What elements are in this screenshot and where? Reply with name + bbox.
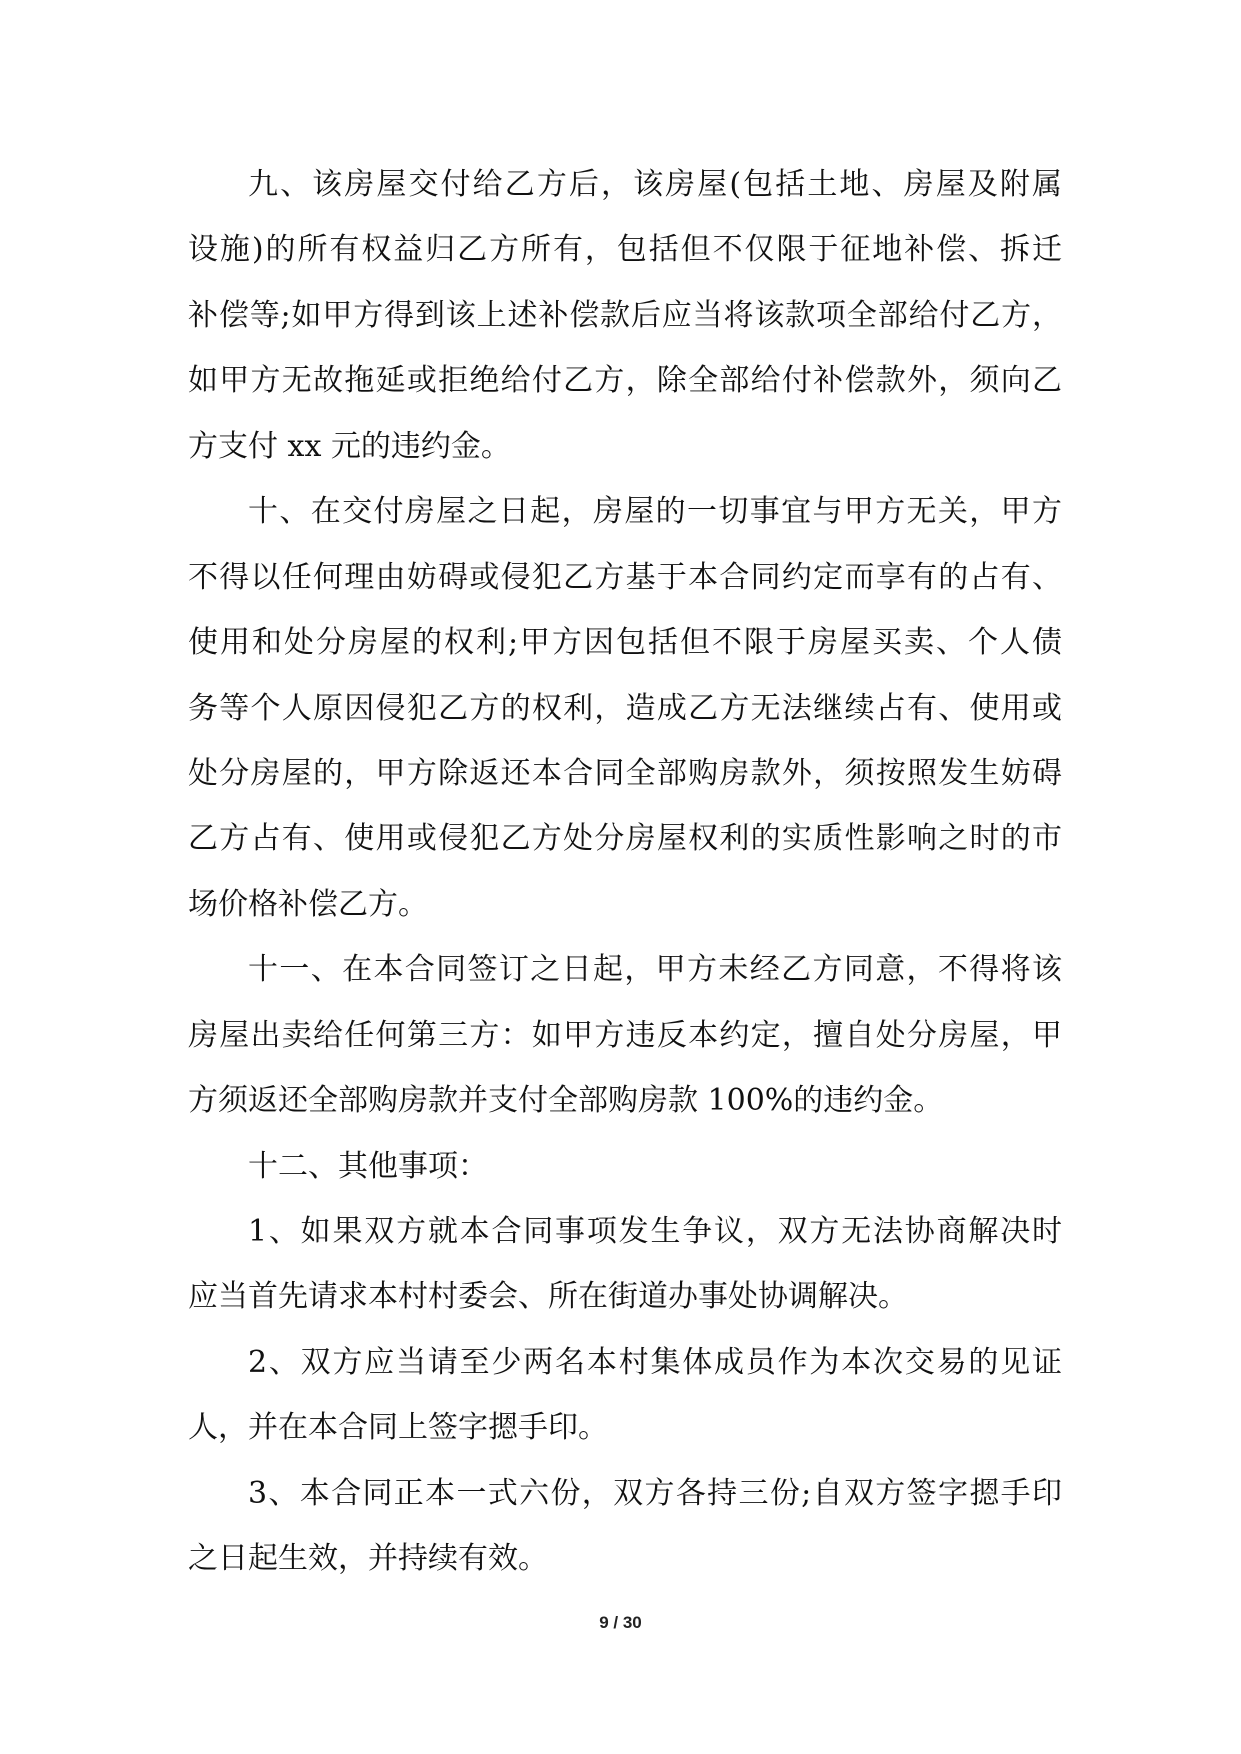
text-line: 乙方占有、使用或侵犯乙方处分房屋权利的实质性影响之时的市 [188,821,1062,857]
text-line: 九、该房屋交付给乙方后，该房屋(包括土地、房屋及附属 [248,167,1062,202]
paragraph-item-3 [188,1461,1062,1592]
text-line: 使用和处分房屋的权利;甲方因包括但不限于房屋买卖、个人债 [188,625,1062,661]
text-line: 之日起生效，并持续有效。 [188,1541,548,1577]
paragraph-clause-11 [188,937,1062,1133]
paragraph-item-1 [188,1199,1062,1330]
text-line: 处分房屋的，甲方除返还本合同全部购房款外，须按照发生妨碍 [188,755,1062,791]
text-line: 2、双方应当请至少两名本村集体成员作为本次交易的见证 [248,1344,1062,1380]
text-line: 十、在交付房屋之日起，房屋的一切事宜与甲方无关，甲方 [248,494,1062,530]
text-line: 不得以任何理由妨碍或侵犯乙方基于本合同约定而享有的占有、 [188,559,1062,595]
text-line: 方支付 xx 元的违约金。 [188,428,511,464]
text-line: 设施)的所有权益归乙方所有，包括但不仅限于征地补偿、拆迁 [188,232,1062,268]
text-line: 房屋出卖给任何第三方：如甲方违反本约定，擅自处分房屋，甲 [188,1017,1062,1053]
text-line: 补偿等;如甲方得到该上述补偿款后应当将该款项全部给付乙方， [188,297,1062,333]
paragraph-clause-12-heading [188,1134,1062,1199]
document-body [188,152,1062,1592]
text-line: 十一、在本合同签订之日起，甲方未经乙方同意，不得将该 [248,952,1062,988]
paragraph-clause-9 [188,152,1062,479]
paragraph-item-2 [188,1330,1062,1461]
text-line: 务等个人原因侵犯乙方的权利，造成乙方无法继续占有、使用或 [188,690,1062,726]
text-line: 场价格补偿乙方。 [188,886,428,922]
page-number: 9 / 30 [599,1613,642,1632]
text-line: 如甲方无故拖延或拒绝给付乙方，除全部给付补偿款外，须向乙 [188,363,1062,399]
text-line: 方须返还全部购房款并支付全部购房款 100%的违约金。 [188,1083,944,1119]
text-line: 应当首先请求本村村委会、所在街道办事处协调解决。 [188,1279,908,1315]
text-line: 人，并在本合同上签字摁手印。 [188,1410,608,1446]
text-line: 3、本合同正本一式六份，双方各持三份;自双方签字摁手印 [248,1475,1062,1511]
paragraph-clause-10 [188,479,1062,937]
text-line: 1、如果双方就本合同事项发生争议，双方无法协商解决时 [248,1214,1062,1249]
section-heading: 十二、其他事项： [248,1148,488,1184]
